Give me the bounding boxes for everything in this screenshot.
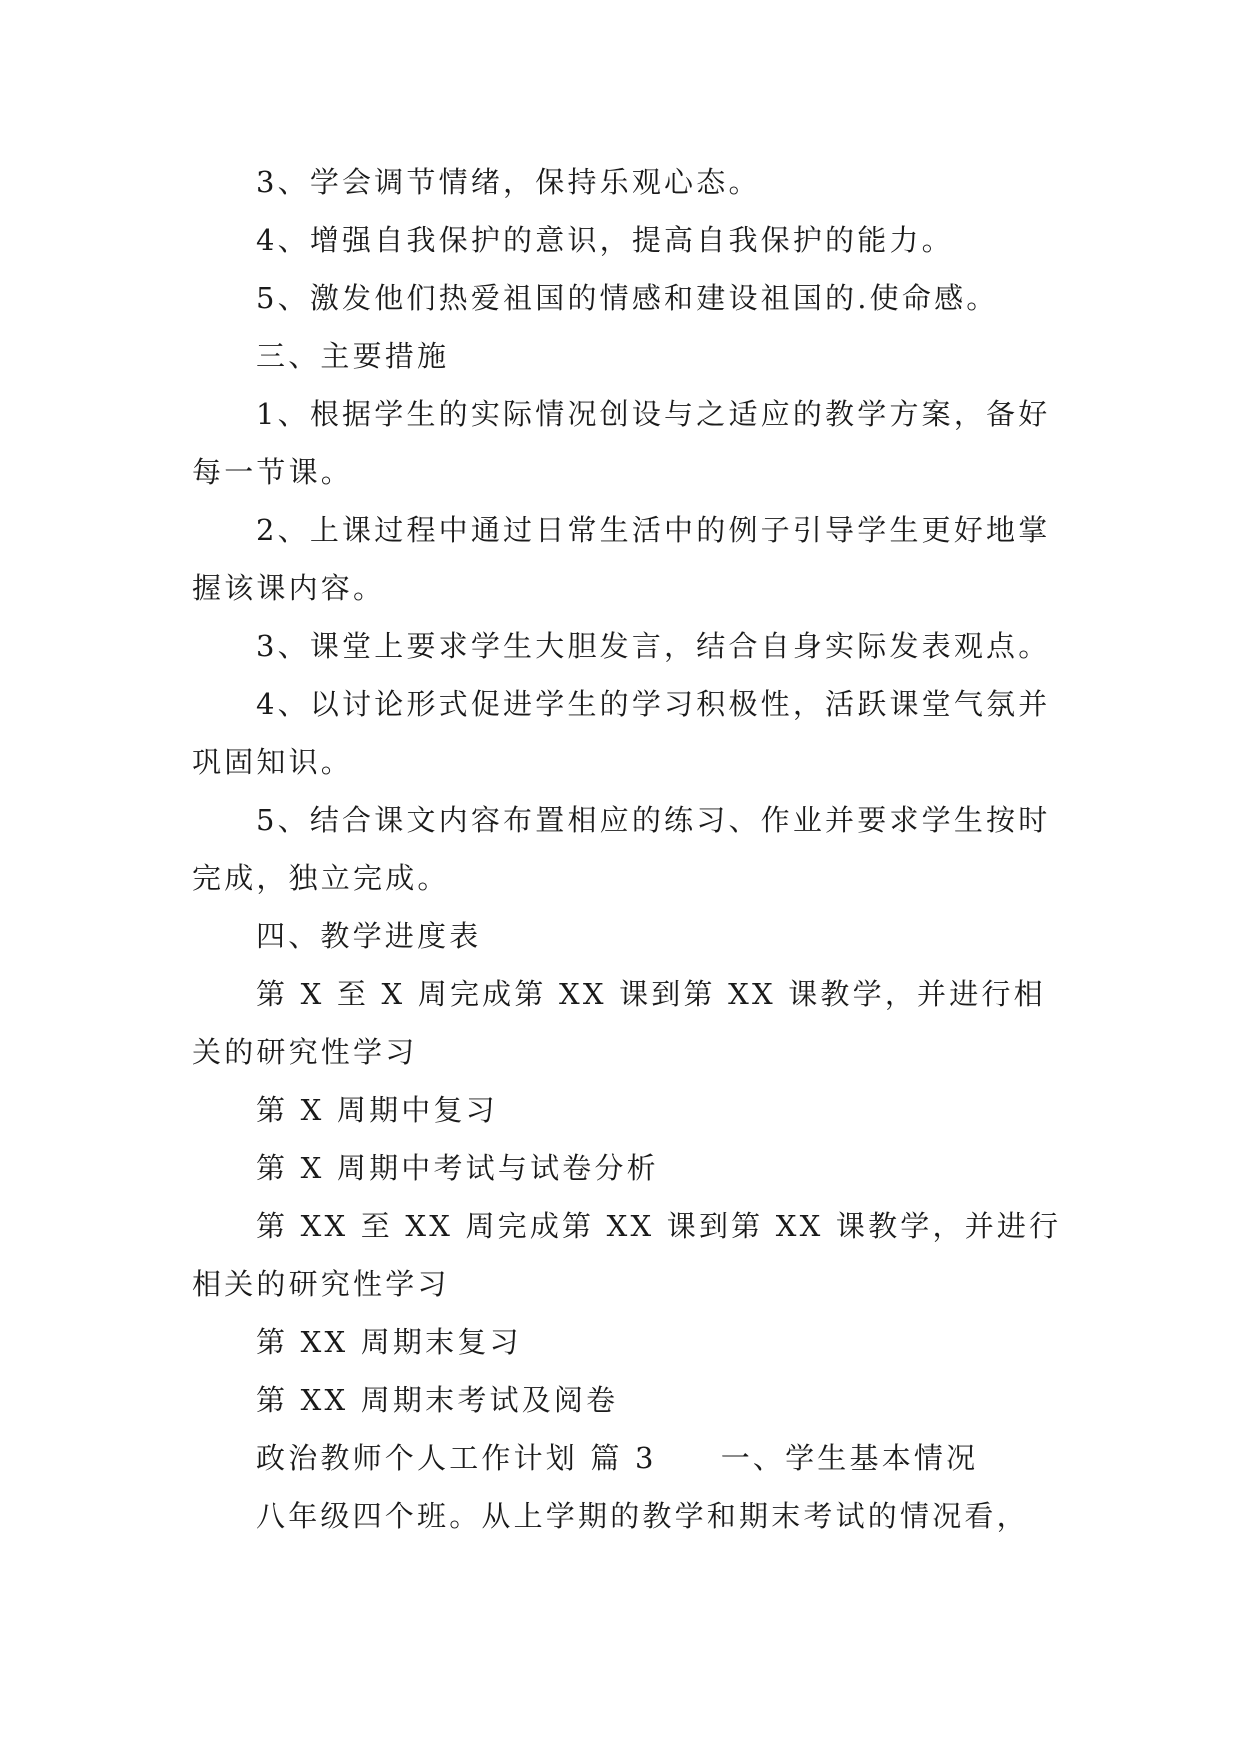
paragraph-16: 第 XX 周期末考试及阅卷 <box>256 1383 619 1417</box>
paragraph-5: 1、根据学生的实际情况创设与之适应的教学方案，备好每一节课。 <box>192 397 1051 489</box>
paragraph-13: 第 X 周期中考试与试卷分析 <box>256 1151 659 1185</box>
section-heading-measures: 三、主要措施 <box>256 339 450 373</box>
paragraph-8: 4、以讨论形式促进学生的学习积极性，活跃课堂气氛并巩固知识。 <box>192 687 1051 779</box>
document-body <box>192 153 1072 1545</box>
plan-subtitle: 一、学生基本情况 <box>720 1441 979 1475</box>
paragraph-15: 第 XX 周期末复习 <box>256 1325 522 1359</box>
paragraph-7: 3、课堂上要求学生大胆发言，结合自身实际发表观点。 <box>256 629 1051 663</box>
paragraph-1: 3、学会调节情绪，保持乐观心态。 <box>256 165 761 199</box>
section-heading-schedule: 四、教学进度表 <box>256 919 482 953</box>
paragraph-14: 第 XX 至 XX 周完成第 XX 课到第 XX 课教学，并进行相关的研究性学习 <box>192 1209 1062 1301</box>
plan-title: 政治教师个人工作计划 篇 3 <box>256 1441 657 1475</box>
paragraph-12: 第 X 周期中复习 <box>256 1093 498 1127</box>
paragraph-last: 八年级四个班。从上学期的教学和期末考试的情况看， <box>256 1499 1029 1533</box>
paragraph-6: 2、上课过程中通过日常生活中的例子引导学生更好地掌握该课内容。 <box>192 513 1051 605</box>
paragraph-2: 4、增强自我保护的意识，提高自我保护的能力。 <box>256 223 954 257</box>
section-heading-plan <box>192 1429 1072 1487</box>
paragraph-9: 5、结合课文内容布置相应的练习、作业并要求学生按时完成，独立完成。 <box>192 803 1051 895</box>
paragraph-3: 5、激发他们热爱祖国的情感和建设祖国的.使命感。 <box>256 281 999 315</box>
paragraph-11: 第 X 至 X 周完成第 XX 课到第 XX 课教学，并进行相关的研究性学习 <box>192 977 1046 1069</box>
